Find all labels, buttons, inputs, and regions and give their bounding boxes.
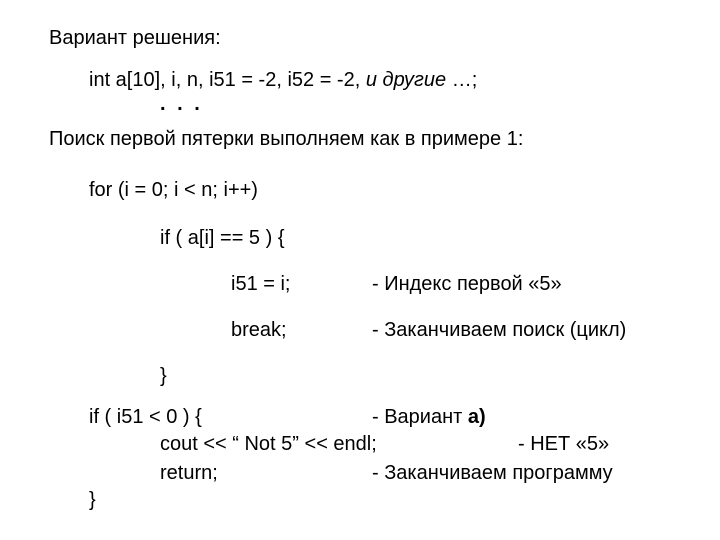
break-comment: - Заканчиваем поиск (цикл) <box>372 319 627 341</box>
break-code: break; <box>231 319 287 341</box>
assign-code: i51 = i; <box>231 273 291 295</box>
declaration-others: и другие <box>365 69 447 91</box>
declaration-code: int a[10], i, n, i51 = -2, i52 = -2, <box>89 69 361 91</box>
declaration-line <box>89 68 477 92</box>
variant-comment-text: - Вариант <box>372 406 468 428</box>
if-check-line: if ( i51 < 0 ) { <box>89 406 202 428</box>
heading: Вариант решения: <box>49 27 221 49</box>
variant-comment <box>372 405 486 429</box>
ellipsis: . . . <box>160 93 203 115</box>
for-line: for (i = 0; i < n; i++) <box>89 179 258 201</box>
if-match-line: if ( a[i] == 5 ) { <box>160 227 285 249</box>
variant-label: а) <box>467 406 486 428</box>
check-close-brace: } <box>89 489 96 511</box>
search-intro: Поиск первой пятерки выполняем как в примере 1: <box>49 128 524 150</box>
declaration-tail: …; <box>446 69 478 91</box>
return-comment: - Заканчиваем программу <box>372 462 613 484</box>
if-close-brace: } <box>160 365 167 387</box>
assign-comment: - Индекс первой «5» <box>372 273 562 295</box>
return-code: return; <box>160 462 218 484</box>
cout-line: cout << “ Not 5” << endl; <box>160 433 377 455</box>
cout-comment: - НЕТ «5» <box>518 433 610 455</box>
